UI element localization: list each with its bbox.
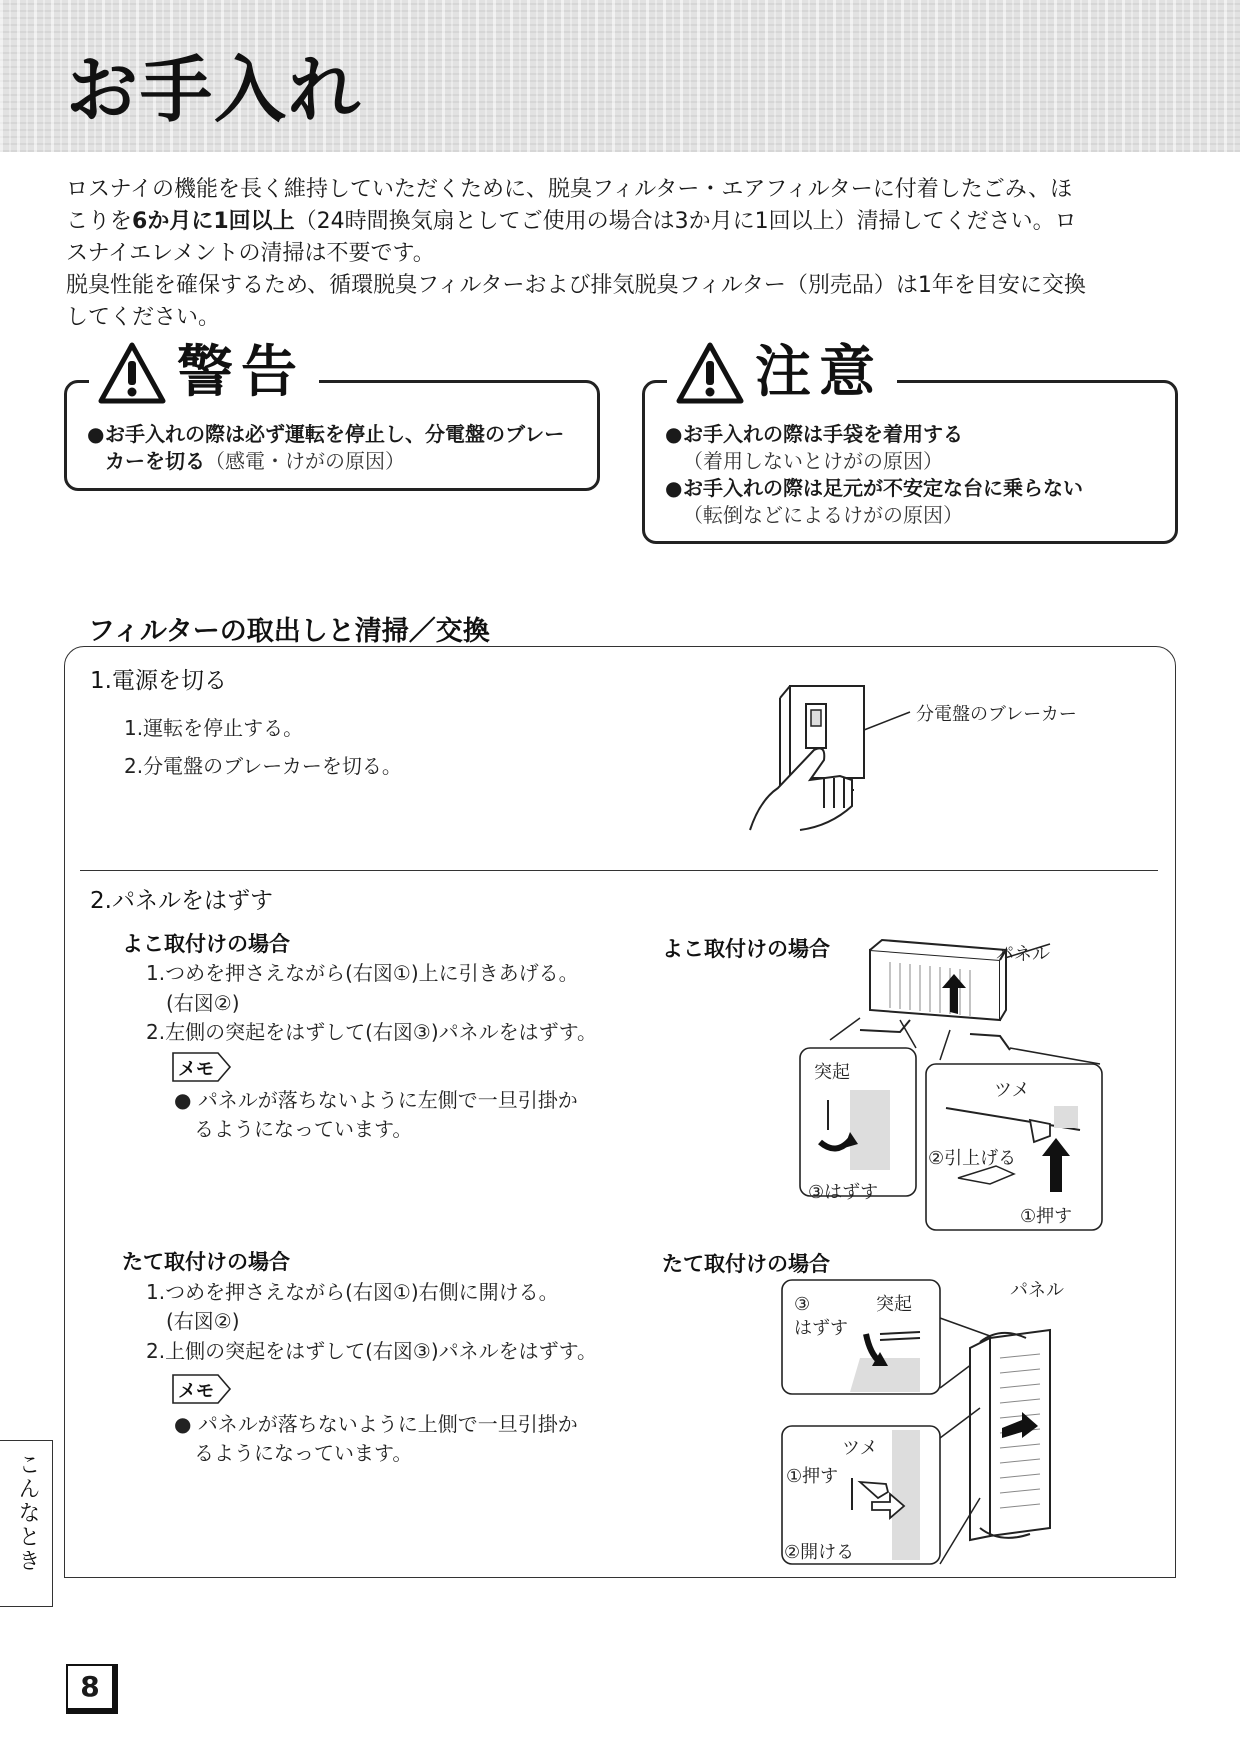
side-tab [0, 1440, 53, 1607]
caution-title [667, 341, 897, 405]
tate-line1: 1.つめを押さえながら(右図①)右側に開ける。 [146, 1280, 559, 1304]
intro-text [66, 174, 1176, 334]
tate-heading: たて取付けの場合 [122, 1250, 290, 1274]
bullet-icon: ● [87, 422, 105, 446]
warning-title [89, 341, 319, 405]
tate-num3-label: ③ [794, 1294, 811, 1315]
memo-tag [172, 1374, 234, 1404]
breaker-label: 分電盤のブレーカー [916, 704, 1077, 725]
bullet-icon: ● [174, 1088, 198, 1112]
intro-fragment: こりを [66, 209, 133, 234]
tate-fig-title: たて取付けの場合 [662, 1252, 830, 1276]
bullet-icon: ● [174, 1412, 198, 1436]
yoko-tokki-label: 突起 [814, 1062, 850, 1083]
memo-note-line: るようになっています。 [194, 1117, 413, 1141]
yoko-memo-note [174, 1086, 578, 1144]
caution-cause: （転倒などによるけがの原因） [683, 503, 963, 527]
memo-note-line: パネルが落ちないように左側で一旦引掛か [197, 1088, 578, 1112]
step1-heading: 1.電源を切る [90, 668, 227, 694]
warning-line: お手入れの際は必ず運転を停止し、分電盤のブレー [105, 422, 565, 446]
caution-title-text: 注意 [755, 340, 883, 405]
intro-line: スナイエレメントの清掃は不要です。 [66, 241, 435, 266]
bullet-icon: ● [665, 476, 683, 500]
caution-body [665, 421, 1083, 529]
breaker-illustration [740, 680, 900, 840]
yoko-hazusu-label: ③はずす [808, 1182, 879, 1203]
tate-akeru-label: ②開ける [784, 1542, 855, 1563]
intro-line [66, 206, 1176, 238]
tate-memo-note [174, 1410, 578, 1468]
intro-fragment: （24時間換気扇としてご使用の場合は3か月に1回以上）清掃してください。ロ [294, 209, 1077, 234]
step1-sub2: 2.分電盤のブレーカーを切る。 [124, 754, 402, 778]
section-heading: フィルターの取出しと清掃／交換 [88, 616, 490, 647]
caution-item: お手入れの際は足元が不安定な台に乗らない [683, 476, 1083, 500]
tate-hazusu-label: はずす [794, 1318, 848, 1339]
caution-box [642, 340, 1178, 544]
bullet-icon: ● [665, 422, 683, 446]
yoko-line2: 2.左側の突起をはずして(右図③)パネルをはずす。 [146, 1020, 598, 1044]
warning-triangle-icon [97, 341, 167, 405]
tate-line1b: (右図②) [166, 1309, 240, 1333]
yoko-heading: よこ取付けの場合 [122, 932, 290, 956]
intro-emphasis: 6か月に1回以上 [132, 209, 295, 234]
tate-tsume-label: ツメ [842, 1438, 878, 1459]
warning-title-text: 警告 [177, 340, 305, 405]
memo-note-line: パネルが落ちないように上側で一旦引掛か [197, 1412, 578, 1436]
intro-line: 脱臭性能を確保するため、循環脱臭フィルターおよび排気脱臭フィルター（別売品）は1年を目安に交換 [66, 273, 1086, 298]
warning-box [64, 340, 600, 491]
page-number: 8 [66, 1664, 118, 1714]
tate-osu-label: ①押す [786, 1466, 839, 1487]
warning-cause: （感電・けがの原因） [205, 449, 405, 473]
caution-cause: （着用しないとけがの原因） [683, 449, 943, 473]
memo-label: メモ [178, 1381, 214, 1402]
step1-sub1: 1.運転を停止する。 [124, 716, 304, 740]
yoko-hikiageru-label: ②引上げる [928, 1148, 1017, 1169]
caution-item: お手入れの際は手袋を着用する [683, 422, 963, 446]
memo-tag [172, 1052, 234, 1082]
tate-panel-label: パネル [1010, 1280, 1064, 1301]
intro-line: ロスナイの機能を長く維持していただくために、脱臭フィルター・エアフィルターに付着したごみ、ほ [66, 177, 1073, 202]
yoko-panel-label: パネル [996, 944, 1050, 965]
page-title: お手入れ [66, 48, 363, 132]
step2-heading: 2.パネルをはずす [90, 888, 273, 914]
side-tab-label: こんなとき [15, 1453, 40, 1573]
step-divider [80, 870, 1158, 871]
yoko-line1: 1.つめを押さえながら(右図①)上に引きあげる。 [146, 961, 579, 985]
yoko-osu-label: ①押す [1020, 1206, 1073, 1227]
yoko-line1b: (右図②) [166, 991, 240, 1015]
caution-triangle-icon [675, 341, 745, 405]
tate-line2: 2.上側の突起をはずして(右図③)パネルをはずす。 [146, 1339, 598, 1363]
yoko-tsume-label: ツメ [994, 1080, 1030, 1101]
yoko-fig-title: よこ取付けの場合 [662, 937, 830, 961]
warning-body [87, 421, 564, 475]
tate-tokki-label: 突起 [876, 1294, 912, 1315]
warning-line: カーを切る [105, 449, 205, 473]
memo-label: メモ [178, 1059, 214, 1080]
memo-note-line: るようになっています。 [194, 1441, 413, 1465]
intro-line: してください。 [66, 305, 221, 330]
